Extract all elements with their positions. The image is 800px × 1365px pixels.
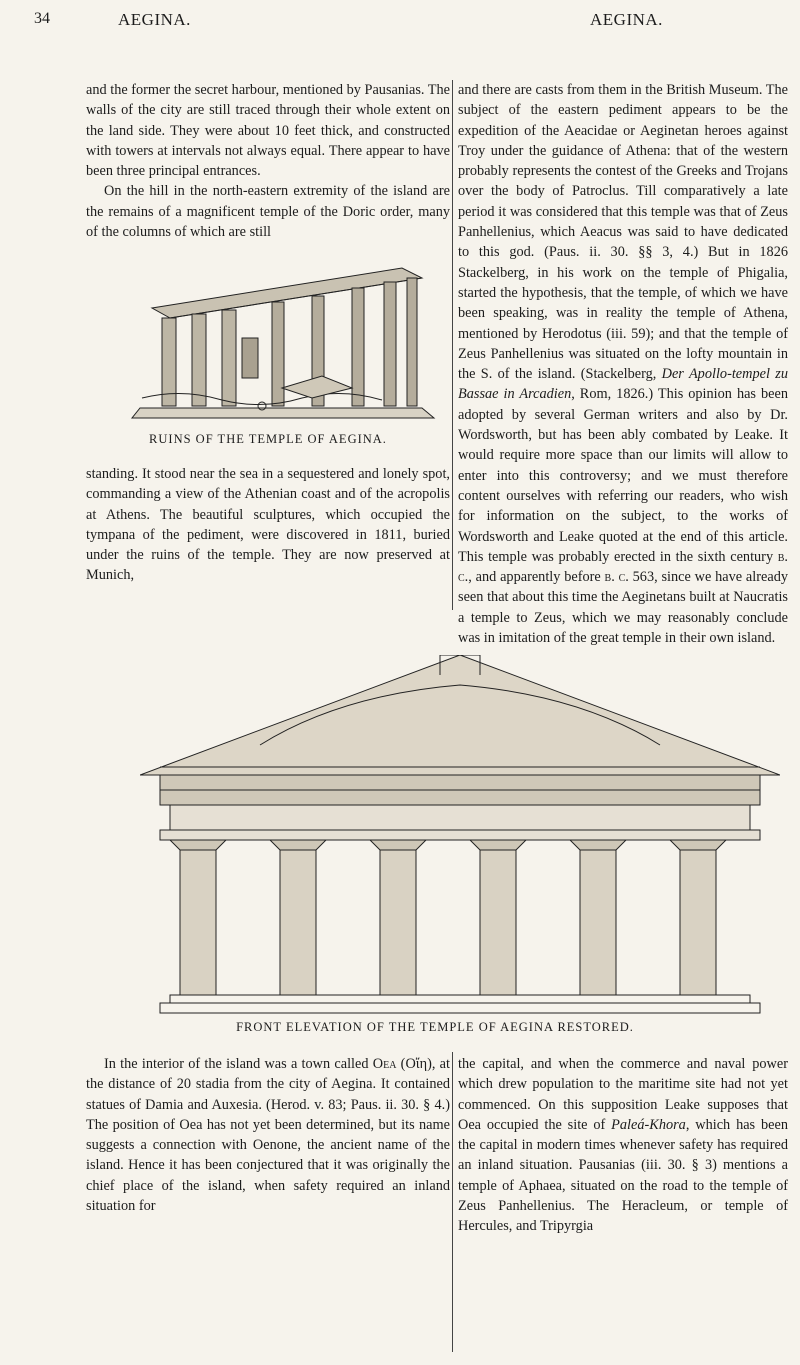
text-run: the capital, and when the commerce and naval power which drew population to the maritime site had not yet commenced. On this supposition Leake supposes that Oea occupied the site of (458, 1056, 788, 1133)
paragraph: On the hill in the north-eastern extremity of the island are the remains of a magnificent temple of the Doric order, many of the columns of which are still (86, 183, 450, 241)
place-name: Oea (372, 1056, 397, 1072)
text-run: In the interior of the island was a town called (104, 1056, 373, 1072)
paragraph: standing. It stood near the sea in a sequestered and lonely spot, commanding a view of the Athenian coast and of the acropolis at Athens. The beautiful sculptures, which occupied the tympana of the pediment, were discovered in 1811, buried under the ruins of the temple. They are now preserved at Munich, (86, 466, 450, 584)
book-title: Der Apollo-tempel zu Bassae in Arcadien (458, 366, 788, 403)
text-run: , Rom, 1826.) This opinion has been adopted by several German writers and also by Dr. Wordsworth, but has been ably combated by Leake. It would require more space than our limits will allow to enter into this controversy; and we must therefore content ourselves with referring our readers, who wish for information on the subject, to the works of Wordsworth and Leake quoted at the end of this article. This temple was probably erected in the sixth century (458, 386, 788, 565)
left-column-top (86, 80, 450, 242)
left-column-continued (86, 464, 450, 586)
left-column-bottom (86, 1054, 450, 1216)
era-abbreviation: b. c. (458, 548, 788, 586)
column-divider-top (452, 80, 453, 610)
right-column-bottom (458, 1054, 788, 1237)
column-divider-bottom (452, 1052, 453, 1352)
paragraph (458, 1054, 788, 1237)
greek-name: (Οἴη) (396, 1056, 432, 1072)
temple-elevation-illustration (140, 655, 780, 1015)
paragraph (458, 80, 788, 648)
page-header (34, 6, 770, 34)
paragraph: and the former the secret harbour, mentioned by Pausanias. The walls of the city are still traced through their whole extent on the land side. They were about 10 feet thick, and constructed with towers at intervals not always equal. There appear to have been three principal entrances. (86, 82, 451, 180)
running-head-right: AEGINA. (590, 10, 663, 29)
right-column-top (458, 80, 788, 648)
figure-caption: RUINS OF THE TEMPLE OF AEGINA. (149, 432, 387, 446)
text-run: , and apparently before (468, 569, 605, 586)
text-run: 563, since we have already seen that about this time the Aeginetans built at Naucratis a temple to Zeus, which we may reasonably conclude was in imitation of the great temple in their own island. (458, 569, 788, 647)
paragraph (86, 1054, 450, 1216)
era-abbreviation: b. c. (604, 569, 629, 586)
running-head-left: AEGINA. (118, 10, 191, 29)
page-number: 34 (34, 10, 50, 27)
ruins-illustration (122, 248, 444, 426)
text-run: , at the distance of 20 stadia from the city of Aegina. It contained statues of Damia and Auxesia. (Herod. v. 83; Paus. ii. 30. § 4.) The position of Oea has not yet been determined, but its name suggests a connection with Oenone, the ancient name of the island. Hence it has been conjectured that it was originally the chief place of the island, when safety required an inland situation for (86, 1056, 451, 1215)
figure-caption: FRONT ELEVATION OF THE TEMPLE OF AEGINA RESTORED. (236, 1020, 634, 1034)
place-name: Paleá-Khora (611, 1116, 686, 1133)
text-run: , which has been the capital in modern times whenever safety has required an inland situation. Pausanias (iii. 30. § 3) mentions a temple of Aphaea, situated on the road to the temple of Zeus Panhellenius. The Heracleum, or temple of Hercules, and Tripyrgia (458, 1116, 788, 1235)
text-run: and there are casts from them in the British Museum. The subject of the eastern pediment appears to be the expedition of the Aeacidae or Aeginetan heroes against Troy under the guidance of Athena: that of the western probably represents the contest of the Greeks and Trojans over the body of Patroclus. Till comparatively a late period it was considered that this temple was that of Zeus Panhellenius, which Aeacus was said to have dedicated to this god. (Paus. ii. 30. §§ 3, 4.) But in 1826 Stackelberg, in his work on the temple of Phigalia, started the hypothesis, that the temple, of which we have been speaking, was in reality the temple of Athena, mentioned by Herodotus (iii. 59); and that the temple of Zeus Panhellenius was situated on the lofty mountain in the S. of the island. (Stackelberg, (458, 82, 788, 383)
